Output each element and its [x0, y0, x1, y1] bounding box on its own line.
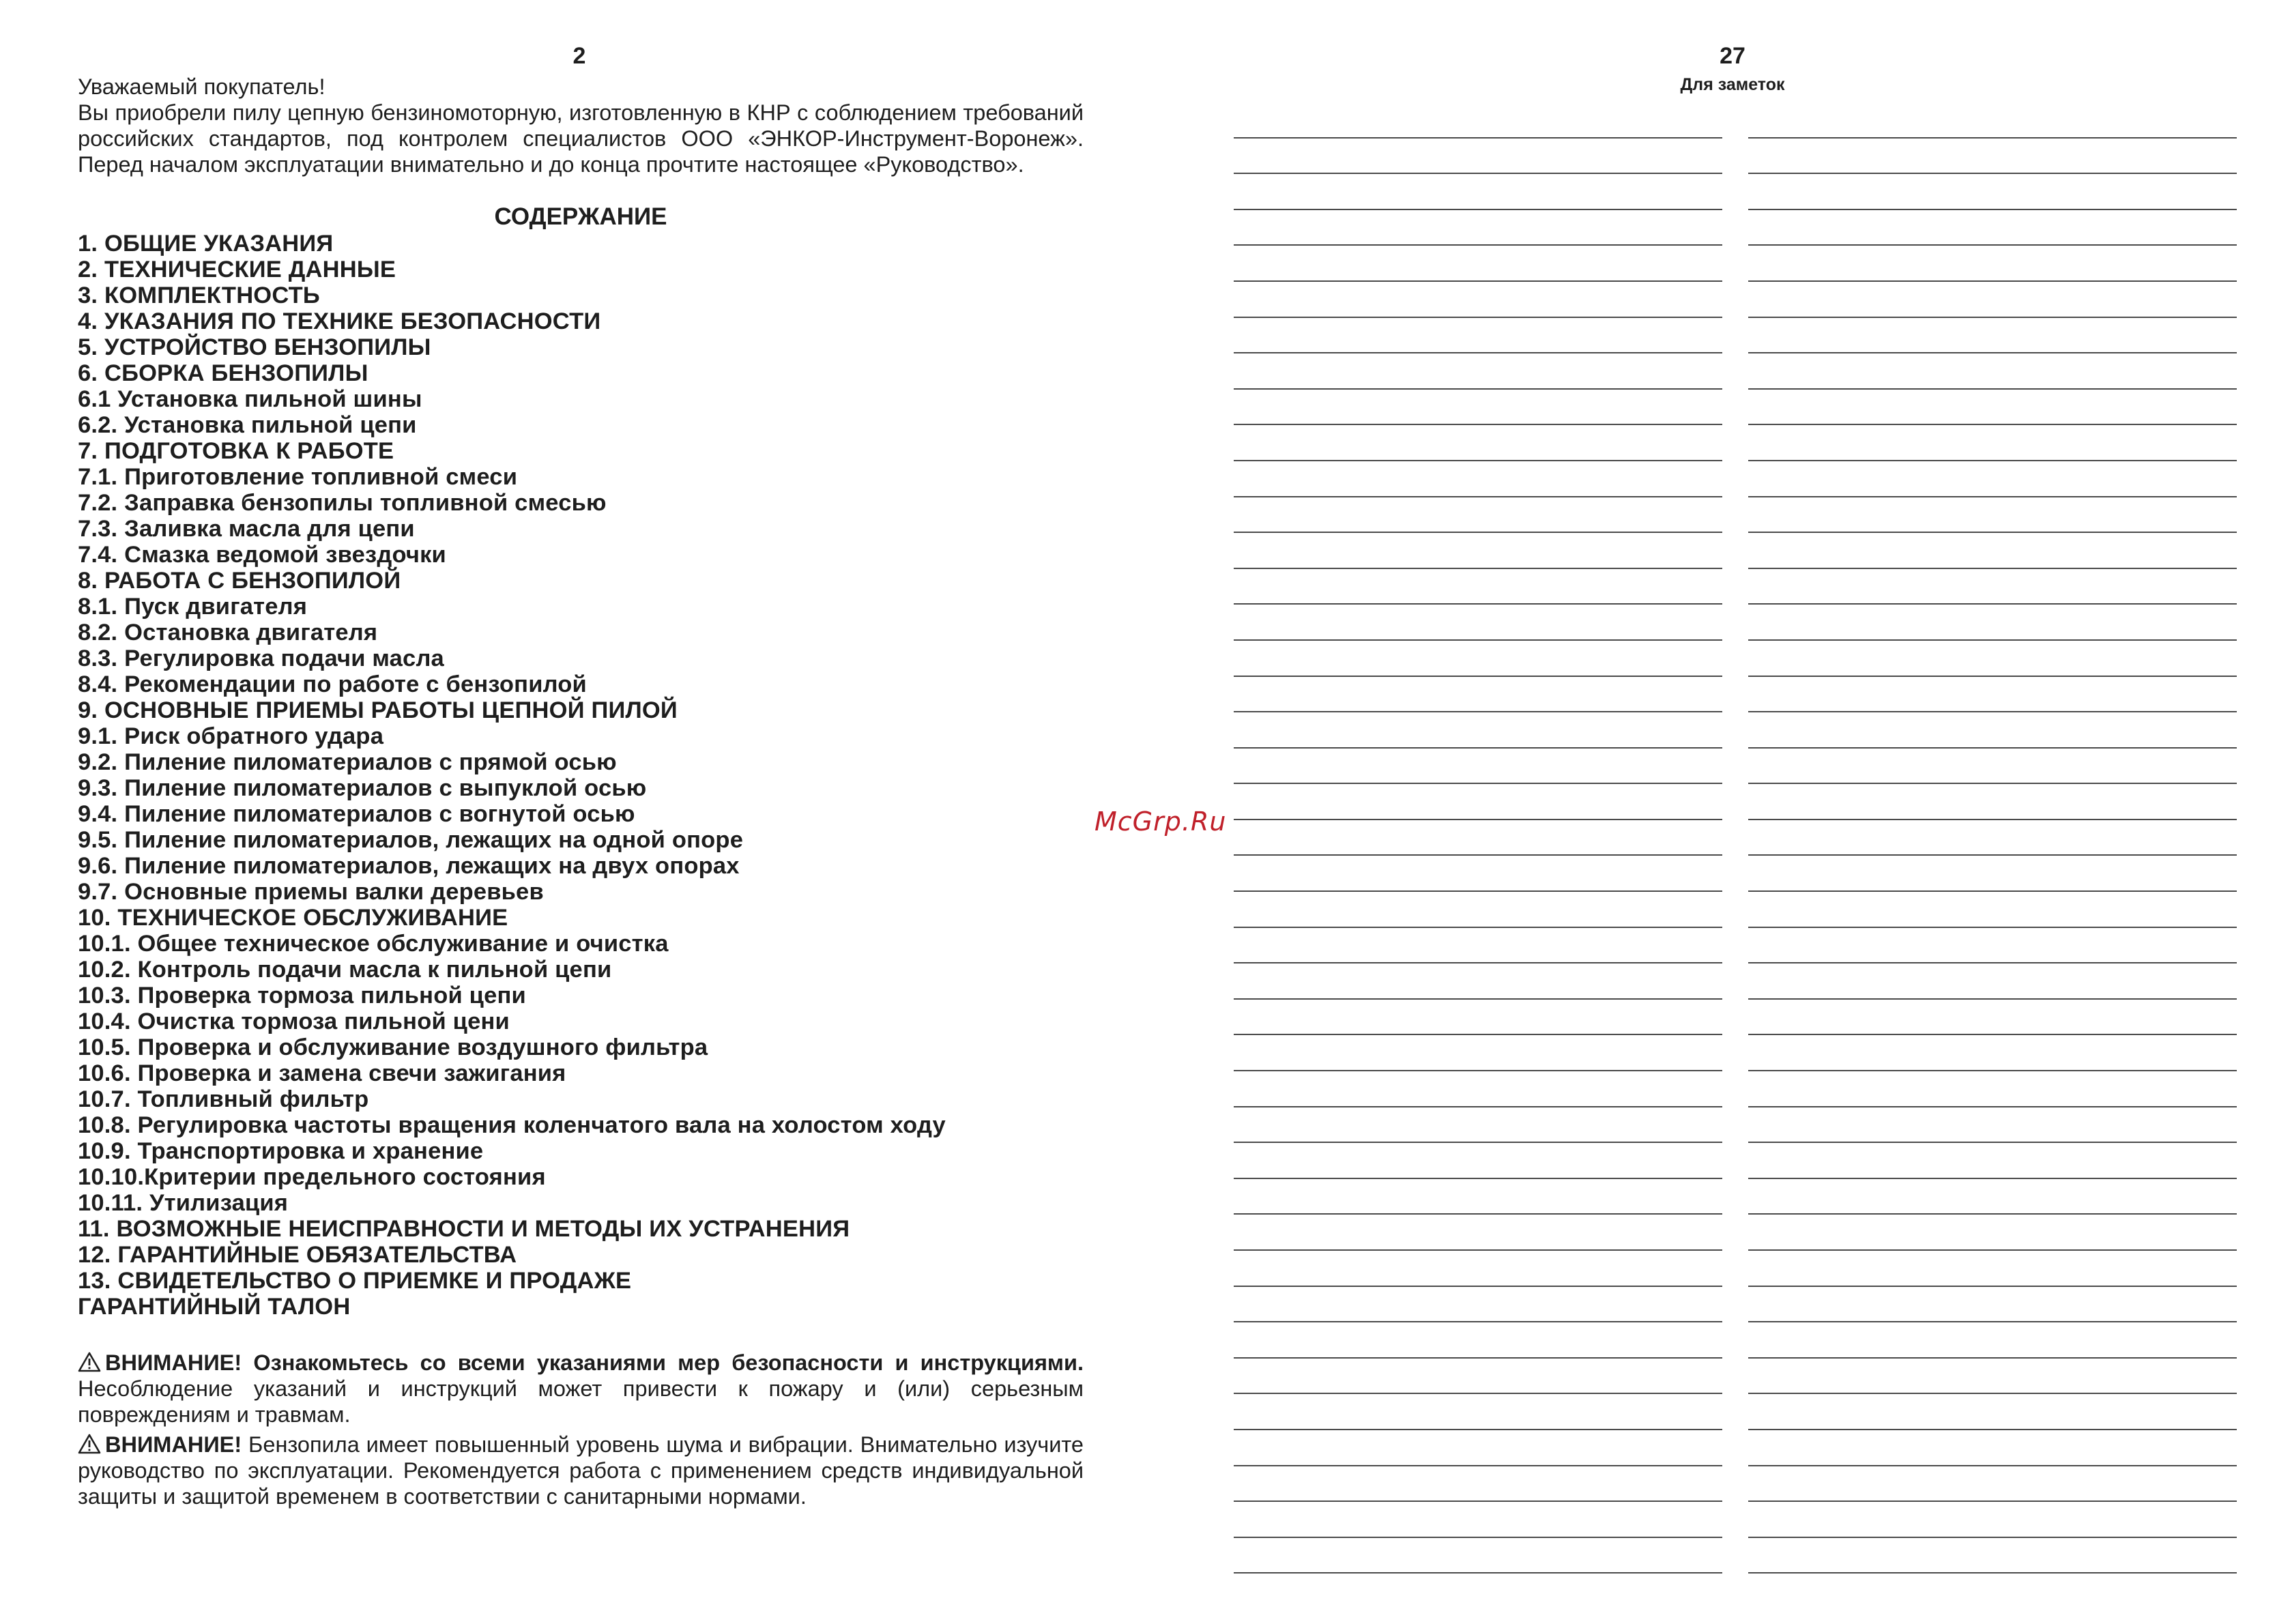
note-line — [1748, 928, 2237, 964]
toc-item: 10.1. Общее техническое обслуживание и очистка — [78, 931, 669, 957]
toc-item: 3. КОМПЛЕКТНОСТЬ — [78, 282, 320, 308]
note-line — [1234, 641, 1722, 677]
note-line — [1748, 1502, 2237, 1538]
note-line — [1748, 1000, 2237, 1036]
toc-item: 9.3. Пиление пиломатериалов с выпуклой осью — [78, 775, 647, 801]
note-line — [1748, 210, 2237, 246]
toc-item: 9. ОСНОВНЫЕ ПРИЕМЫ РАБОТЫ ЦЕПНОЙ ПИЛОЙ — [78, 697, 678, 723]
greeting: Уважаемый покупатель! — [78, 74, 325, 99]
warning-text: Несоблюдение указаний и инструкций может привести к пожару и (или) серьезным повреждениям и травмам. — [78, 1376, 1084, 1427]
toc-item: 6. СБОРКА БЕНЗОПИЛЫ — [78, 360, 368, 386]
toc-item: 9.4. Пиление пиломатериалов с вогнутой осью — [78, 801, 635, 827]
note-line — [1748, 1035, 2237, 1071]
toc-item: 7.3. Заливка масла для цепи — [78, 516, 415, 542]
note-line — [1748, 174, 2237, 210]
note-line — [1748, 605, 2237, 641]
toc-item: 8.3. Регулировка подачи масла — [78, 646, 444, 671]
toc-item: ГАРАНТИЙНЫЙ ТАЛОН — [78, 1294, 351, 1320]
toc-item: 9.1. Риск обратного удара — [78, 723, 384, 749]
note-line — [1234, 425, 1722, 461]
note-line — [1234, 318, 1722, 354]
toc-item: 10.7. Топливный фильтр — [78, 1086, 369, 1112]
note-line — [1234, 784, 1722, 820]
note-line — [1234, 856, 1722, 892]
note-line — [1748, 569, 2237, 605]
note-line — [1234, 1071, 1722, 1107]
note-line — [1748, 246, 2237, 282]
toc-item: 10.8. Регулировка частоты вращения коленчатого вала на холостом ходу — [78, 1112, 946, 1138]
note-line — [1748, 784, 2237, 820]
right-page — [1153, 0, 2290, 1624]
note-line — [1234, 139, 1722, 175]
note-line — [1234, 1035, 1722, 1071]
note-line — [1234, 282, 1722, 318]
note-line — [1748, 1107, 2237, 1144]
note-line — [1748, 497, 2237, 534]
note-line — [1748, 1394, 2237, 1430]
toc-item: 11. ВОЗМОЖНЫЕ НЕИСПРАВНОСТИ И МЕТОДЫ ИХ УСТРАНЕНИЯ — [78, 1216, 850, 1242]
toc-item: 6.1 Установка пильной шины — [78, 386, 422, 412]
note-line — [1234, 963, 1722, 1000]
note-line — [1748, 1143, 2237, 1179]
note-line — [1748, 856, 2237, 892]
toc-item: 7.1. Приготовление топливной смеси — [78, 464, 518, 490]
note-line — [1748, 139, 2237, 175]
note-line — [1234, 1322, 1722, 1359]
toc-item: 8.2. Остановка двигателя — [78, 620, 378, 646]
note-line — [1748, 1359, 2237, 1395]
notes-column-left — [1234, 102, 1722, 1574]
note-line — [1234, 1538, 1722, 1574]
warning-text: Бензопила имеет повышенный уровень шума и вибрации. Внимательно изучите руководство по эксплуатации. Рекомендуется работа с применением средств индивидуальной защиты и защитой временем в соответствии с санитарными нормами. — [78, 1432, 1084, 1509]
note-line — [1234, 712, 1722, 749]
note-line — [1234, 1502, 1722, 1538]
toc-item: 8.1. Пуск двигателя — [78, 594, 308, 620]
watermark: McGrp.Ru — [1095, 807, 1227, 837]
note-line — [1234, 533, 1722, 569]
toc-item: 9.6. Пиление пиломатериалов, лежащих на двух опорах — [78, 853, 740, 879]
note-line — [1748, 1071, 2237, 1107]
note-line — [1748, 1322, 2237, 1359]
toc-item: 10.11. Утилизация — [78, 1190, 289, 1216]
intro — [78, 74, 1084, 177]
toc-item: 4. УКАЗАНИЯ ПО ТЕХНИКЕ БЕЗОПАСНОСТИ — [78, 308, 601, 334]
note-line — [1748, 892, 2237, 928]
note-line — [1234, 1179, 1722, 1215]
toc-item: 2. ТЕХНИЧЕСКИЕ ДАННЫЕ — [78, 257, 396, 282]
left-page-content — [78, 74, 1084, 1513]
toc-item: 7.4. Смазка ведомой звездочки — [78, 542, 446, 568]
toc-item: 9.2. Пиление пиломатериалов с прямой осью — [78, 749, 617, 775]
note-line — [1234, 1359, 1722, 1395]
notes-area — [1234, 102, 2237, 1576]
page-number: 27 — [1720, 43, 1745, 69]
note-line — [1748, 1538, 2237, 1574]
note-line — [1748, 1430, 2237, 1466]
warning-title: ВНИМАНИЕ! Ознакомьтесь со всеми указаниями мер безопасности и инструкциями. — [105, 1350, 1084, 1375]
note-line — [1234, 677, 1722, 713]
note-line — [1234, 1143, 1722, 1179]
note-line — [1748, 533, 2237, 569]
note-line — [1234, 569, 1722, 605]
toc-item: 5. УСТРОЙСТВО БЕНЗОПИЛЫ — [78, 334, 431, 360]
note-line — [1234, 892, 1722, 928]
intro-text: Вы приобрели пилу цепную бензиномоторную, изготовленную в КНР с соблюдением требований российских стандартов, под контролем специалистов ООО «ЭНКОР-Инструмент-Воронеж». Перед началом эксплуатации внимательно и до конца прочтите настоящее «Руководство». — [78, 100, 1084, 177]
note-line — [1234, 749, 1722, 785]
note-line — [1234, 210, 1722, 246]
table-of-contents — [78, 231, 1084, 1320]
note-line — [1234, 1107, 1722, 1144]
warning-triangle-icon — [78, 1352, 101, 1372]
note-line — [1748, 712, 2237, 749]
note-line — [1234, 1287, 1722, 1323]
note-line — [1748, 461, 2237, 497]
note-line — [1748, 318, 2237, 354]
note-line — [1748, 1179, 2237, 1215]
note-line — [1748, 1466, 2237, 1503]
note-line — [1748, 1251, 2237, 1287]
toc-item: 10. ТЕХНИЧЕСКОЕ ОБСЛУЖИВАНИЕ — [78, 905, 508, 931]
note-line — [1748, 641, 2237, 677]
page-number: 2 — [572, 43, 586, 69]
note-line — [1234, 497, 1722, 534]
note-line — [1234, 1394, 1722, 1430]
note-line — [1234, 102, 1722, 139]
toc-item: 10.10.Критерии предельного состояния — [78, 1164, 546, 1190]
toc-item: 9.7. Основные приемы валки деревьев — [78, 879, 544, 905]
note-line — [1748, 102, 2237, 139]
note-line — [1234, 605, 1722, 641]
warning-triangle-icon — [78, 1434, 101, 1454]
note-line — [1748, 1287, 2237, 1323]
note-line — [1234, 928, 1722, 964]
note-line — [1234, 174, 1722, 210]
note-line — [1748, 390, 2237, 426]
toc-item: 10.3. Проверка тормоза пильной цепи — [78, 983, 526, 1009]
note-line — [1234, 1000, 1722, 1036]
note-line — [1748, 749, 2237, 785]
notes-column-right — [1748, 102, 2237, 1574]
note-line — [1234, 820, 1722, 856]
warning-title: ВНИМАНИЕ! — [105, 1432, 242, 1457]
note-line — [1234, 353, 1722, 390]
toc-item: 1. ОБЩИЕ УКАЗАНИЯ — [78, 231, 334, 257]
notes-header: Для заметок — [1680, 75, 1785, 94]
toc-item: 7. ПОДГОТОВКА К РАБОТЕ — [78, 438, 394, 464]
warning-paragraph — [78, 1432, 1084, 1509]
toc-item: 13. СВИДЕТЕЛЬСТВО О ПРИЕМКЕ И ПРОДАЖЕ — [78, 1268, 632, 1294]
note-line — [1748, 425, 2237, 461]
toc-item: 6.2. Установка пильной цепи — [78, 412, 417, 438]
toc-item: 10.6. Проверка и замена свечи зажигания — [78, 1060, 566, 1086]
note-line — [1234, 1430, 1722, 1466]
toc-item: 10.9. Транспортировка и хранение — [78, 1138, 484, 1164]
warnings — [78, 1350, 1084, 1509]
toc-item: 9.5. Пиление пиломатериалов, лежащих на одной опоре — [78, 827, 744, 853]
note-line — [1234, 1215, 1722, 1251]
note-line — [1234, 1251, 1722, 1287]
note-line — [1748, 282, 2237, 318]
note-line — [1748, 353, 2237, 390]
toc-item: 12. ГАРАНТИЙНЫЕ ОБЯЗАТЕЛЬСТВА — [78, 1242, 517, 1268]
note-line — [1748, 677, 2237, 713]
note-line — [1234, 390, 1722, 426]
toc-item: 10.4. Очистка тормоза пильной цени — [78, 1009, 510, 1034]
toc-item: 10.2. Контроль подачи масла к пильной цепи — [78, 957, 612, 983]
warning-paragraph — [78, 1350, 1084, 1427]
note-line — [1748, 963, 2237, 1000]
note-line — [1234, 461, 1722, 497]
toc-item: 8.4. Рекомендации по работе с бензопилой — [78, 671, 587, 697]
toc-item: 10.5. Проверка и обслуживание воздушного фильтра — [78, 1034, 708, 1060]
toc-item: 7.2. Заправка бензопилы топливной смесью — [78, 490, 607, 516]
note-line — [1748, 1215, 2237, 1251]
note-line — [1234, 1466, 1722, 1503]
note-line — [1234, 246, 1722, 282]
toc-title: СОДЕРЖАНИЕ — [494, 203, 667, 230]
toc-item: 8. РАБОТА С БЕНЗОПИЛОЙ — [78, 568, 401, 594]
note-line — [1748, 820, 2237, 856]
